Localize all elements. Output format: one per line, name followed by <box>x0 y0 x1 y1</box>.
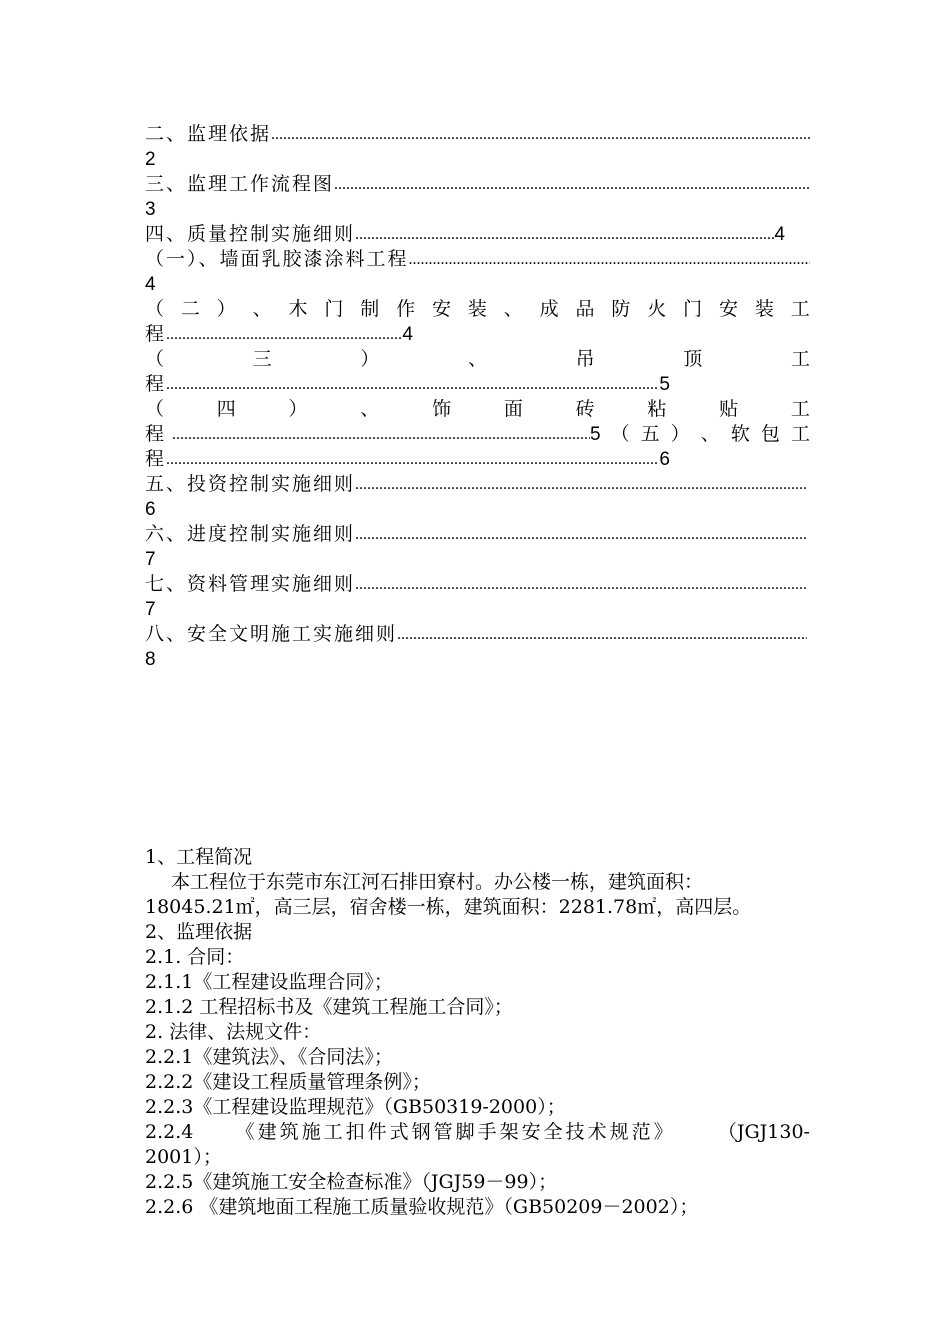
toc-entry-title: 程 <box>145 448 167 470</box>
toc-char: 饰 <box>432 398 452 420</box>
toc-entry-title: 七、资料管理实施细则 <box>145 573 356 595</box>
toc-char: 软 <box>730 423 750 445</box>
toc-leader-dots <box>172 422 590 447</box>
toc-char: 作 <box>396 298 416 320</box>
toc-entry-page: 7 <box>145 549 156 570</box>
toc-entry-title: 二、监理依据 <box>145 123 272 145</box>
toc-entry-title: 四、质量控制实施细则 <box>145 223 356 245</box>
toc-entry-page: 4 <box>402 324 413 345</box>
toc-char: 砖 <box>575 398 595 420</box>
toc-entry-continuation <box>145 422 810 447</box>
toc-entry-title: 五、投资控制实施细则 <box>145 473 356 495</box>
paragraph-line: 本工程位于东莞市东江河石排田寮村。办公楼一栋，建筑面积： <box>171 871 704 893</box>
toc-entry-continuation <box>145 372 670 397</box>
toc-leader-dots <box>355 572 807 597</box>
toc-entry-page: 5 <box>659 374 670 395</box>
section-heading: 2、监理依据 <box>145 921 253 943</box>
toc-char: 、 <box>360 398 380 420</box>
toc-char: 四 <box>216 398 236 420</box>
toc-leader-dots <box>355 222 774 247</box>
toc-entry-continuation <box>145 322 413 347</box>
list-item: 2.2.6 《建筑地面工程施工质量验收规范》（GB50209－2002）； <box>145 1196 699 1218</box>
toc-char: 工 <box>790 348 810 370</box>
toc-char: 粘 <box>647 398 667 420</box>
list-item-title: 《建筑施工扣件式钢管脚手架安全技术规范》 <box>235 1121 676 1143</box>
toc-entry[interactable] <box>145 297 810 322</box>
document-body <box>145 845 810 1220</box>
toc-char: 、 <box>700 423 720 445</box>
toc-leader-dots <box>271 122 810 147</box>
paragraph-line: 18045.21㎡，高三层，宿舍楼一栋，建筑面积：2281.78㎡，高四层。 <box>145 896 752 918</box>
toc-char: 、 <box>503 298 523 320</box>
list-item: 2.2.1《建筑法》、《合同法》； <box>145 1046 393 1068</box>
list-item: 2.2.5《建筑施工安全检查标准》（JGJ59－99）； <box>145 1171 558 1193</box>
toc-char: 门 <box>324 298 344 320</box>
toc-entry[interactable] <box>145 622 807 647</box>
toc-entry[interactable] <box>145 247 810 272</box>
toc-char: （ <box>145 398 165 420</box>
toc-char: 、 <box>467 348 487 370</box>
toc-char: （ <box>145 298 165 320</box>
toc-char: （ <box>610 423 630 445</box>
table-of-contents <box>145 122 810 672</box>
list-item: 2.2.2《建设工程质量管理条例》； <box>145 1071 431 1093</box>
toc-char: 贴 <box>719 398 739 420</box>
toc-char: 防 <box>611 298 631 320</box>
section-heading: 1、工程简况 <box>145 846 253 868</box>
toc-char: ） <box>216 298 236 320</box>
list-item-continuation: 2001）； <box>145 1146 222 1168</box>
toc-char: 、 <box>252 298 272 320</box>
toc-entry-page: 2 <box>145 149 156 170</box>
toc-entry-title: 三、监理工作流程图 <box>145 173 335 195</box>
toc-char: 三 <box>252 348 272 370</box>
toc-char: 二 <box>180 298 200 320</box>
toc-char: 面 <box>503 398 523 420</box>
list-item-code: （JGJ130- <box>717 1121 810 1143</box>
toc-char: 包 <box>760 423 780 445</box>
toc-char: 品 <box>575 298 595 320</box>
toc-entry[interactable] <box>145 572 807 597</box>
toc-entry[interactable] <box>145 472 807 497</box>
toc-char: ） <box>288 398 308 420</box>
toc-entry-title: 程 <box>145 373 167 395</box>
list-item <box>145 1120 810 1145</box>
toc-char: 制 <box>360 298 380 320</box>
toc-entry-title: 六、进度控制实施细则 <box>145 523 356 545</box>
toc-entry-page: 7 <box>145 599 156 620</box>
toc-entry[interactable] <box>145 397 810 422</box>
toc-leader-dots <box>166 447 659 472</box>
toc-entry[interactable] <box>145 222 785 247</box>
list-item: 2.2.3《工程建设监理规范》（GB50319-2000）； <box>145 1096 566 1118</box>
toc-char: 火 <box>647 298 667 320</box>
toc-char: ） <box>360 348 380 370</box>
toc-char: 五 <box>640 423 660 445</box>
toc-char: 安 <box>719 298 739 320</box>
toc-entry-title: 程 <box>145 323 167 345</box>
toc-entry-title: （一）、墙面乳胶漆涂料工程 <box>145 248 409 270</box>
list-item: 2.1. 合同： <box>145 946 245 968</box>
list-item: 2.1.1《工程建设监理合同》； <box>145 971 393 993</box>
toc-char: 门 <box>683 298 703 320</box>
toc-char: 工 <box>790 398 810 420</box>
toc-char: 成 <box>539 298 559 320</box>
toc-char: 工 <box>790 423 810 445</box>
toc-char: 安 <box>432 298 452 320</box>
toc-char: 工 <box>790 298 810 320</box>
toc-char: 吊 <box>575 348 595 370</box>
toc-entry[interactable] <box>145 522 807 547</box>
toc-entry-title: 八、安全文明施工实施细则 <box>145 623 398 645</box>
toc-entry-continuation <box>145 447 670 472</box>
toc-entry-page: 5 <box>590 424 601 445</box>
toc-entry-page: 3 <box>145 199 156 220</box>
list-item: 2.1.2 工程招标书及《建筑工程施工合同》； <box>145 996 513 1018</box>
toc-leader-dots <box>166 372 659 397</box>
list-item-number: 2.2.4 <box>145 1121 194 1143</box>
toc-char: 顶 <box>683 348 703 370</box>
toc-entry-page: 6 <box>659 449 670 470</box>
toc-entry-page: 4 <box>774 224 785 245</box>
toc-char: 木 <box>288 298 308 320</box>
toc-leader-dots <box>409 247 810 272</box>
toc-entry-page: 4 <box>145 274 156 295</box>
toc-entry-title: 程 <box>145 423 167 445</box>
toc-entry-page: 8 <box>145 649 156 670</box>
toc-leader-dots <box>334 172 810 197</box>
toc-leader-dots <box>355 472 807 497</box>
toc-leader-dots <box>397 622 807 647</box>
toc-char: 装 <box>467 298 487 320</box>
toc-char: （ <box>145 348 165 370</box>
toc-char: ） <box>670 423 690 445</box>
toc-leader-dots <box>166 322 402 347</box>
list-item: 2. 法律、法规文件： <box>145 1021 322 1043</box>
toc-char: 装 <box>754 298 774 320</box>
toc-leader-dots <box>355 522 807 547</box>
toc-entry[interactable] <box>145 172 810 197</box>
toc-entry[interactable] <box>145 347 810 372</box>
toc-entry[interactable] <box>145 122 810 147</box>
toc-entry-page: 6 <box>145 499 156 520</box>
toc-next-entry-start[interactable] <box>601 422 810 447</box>
